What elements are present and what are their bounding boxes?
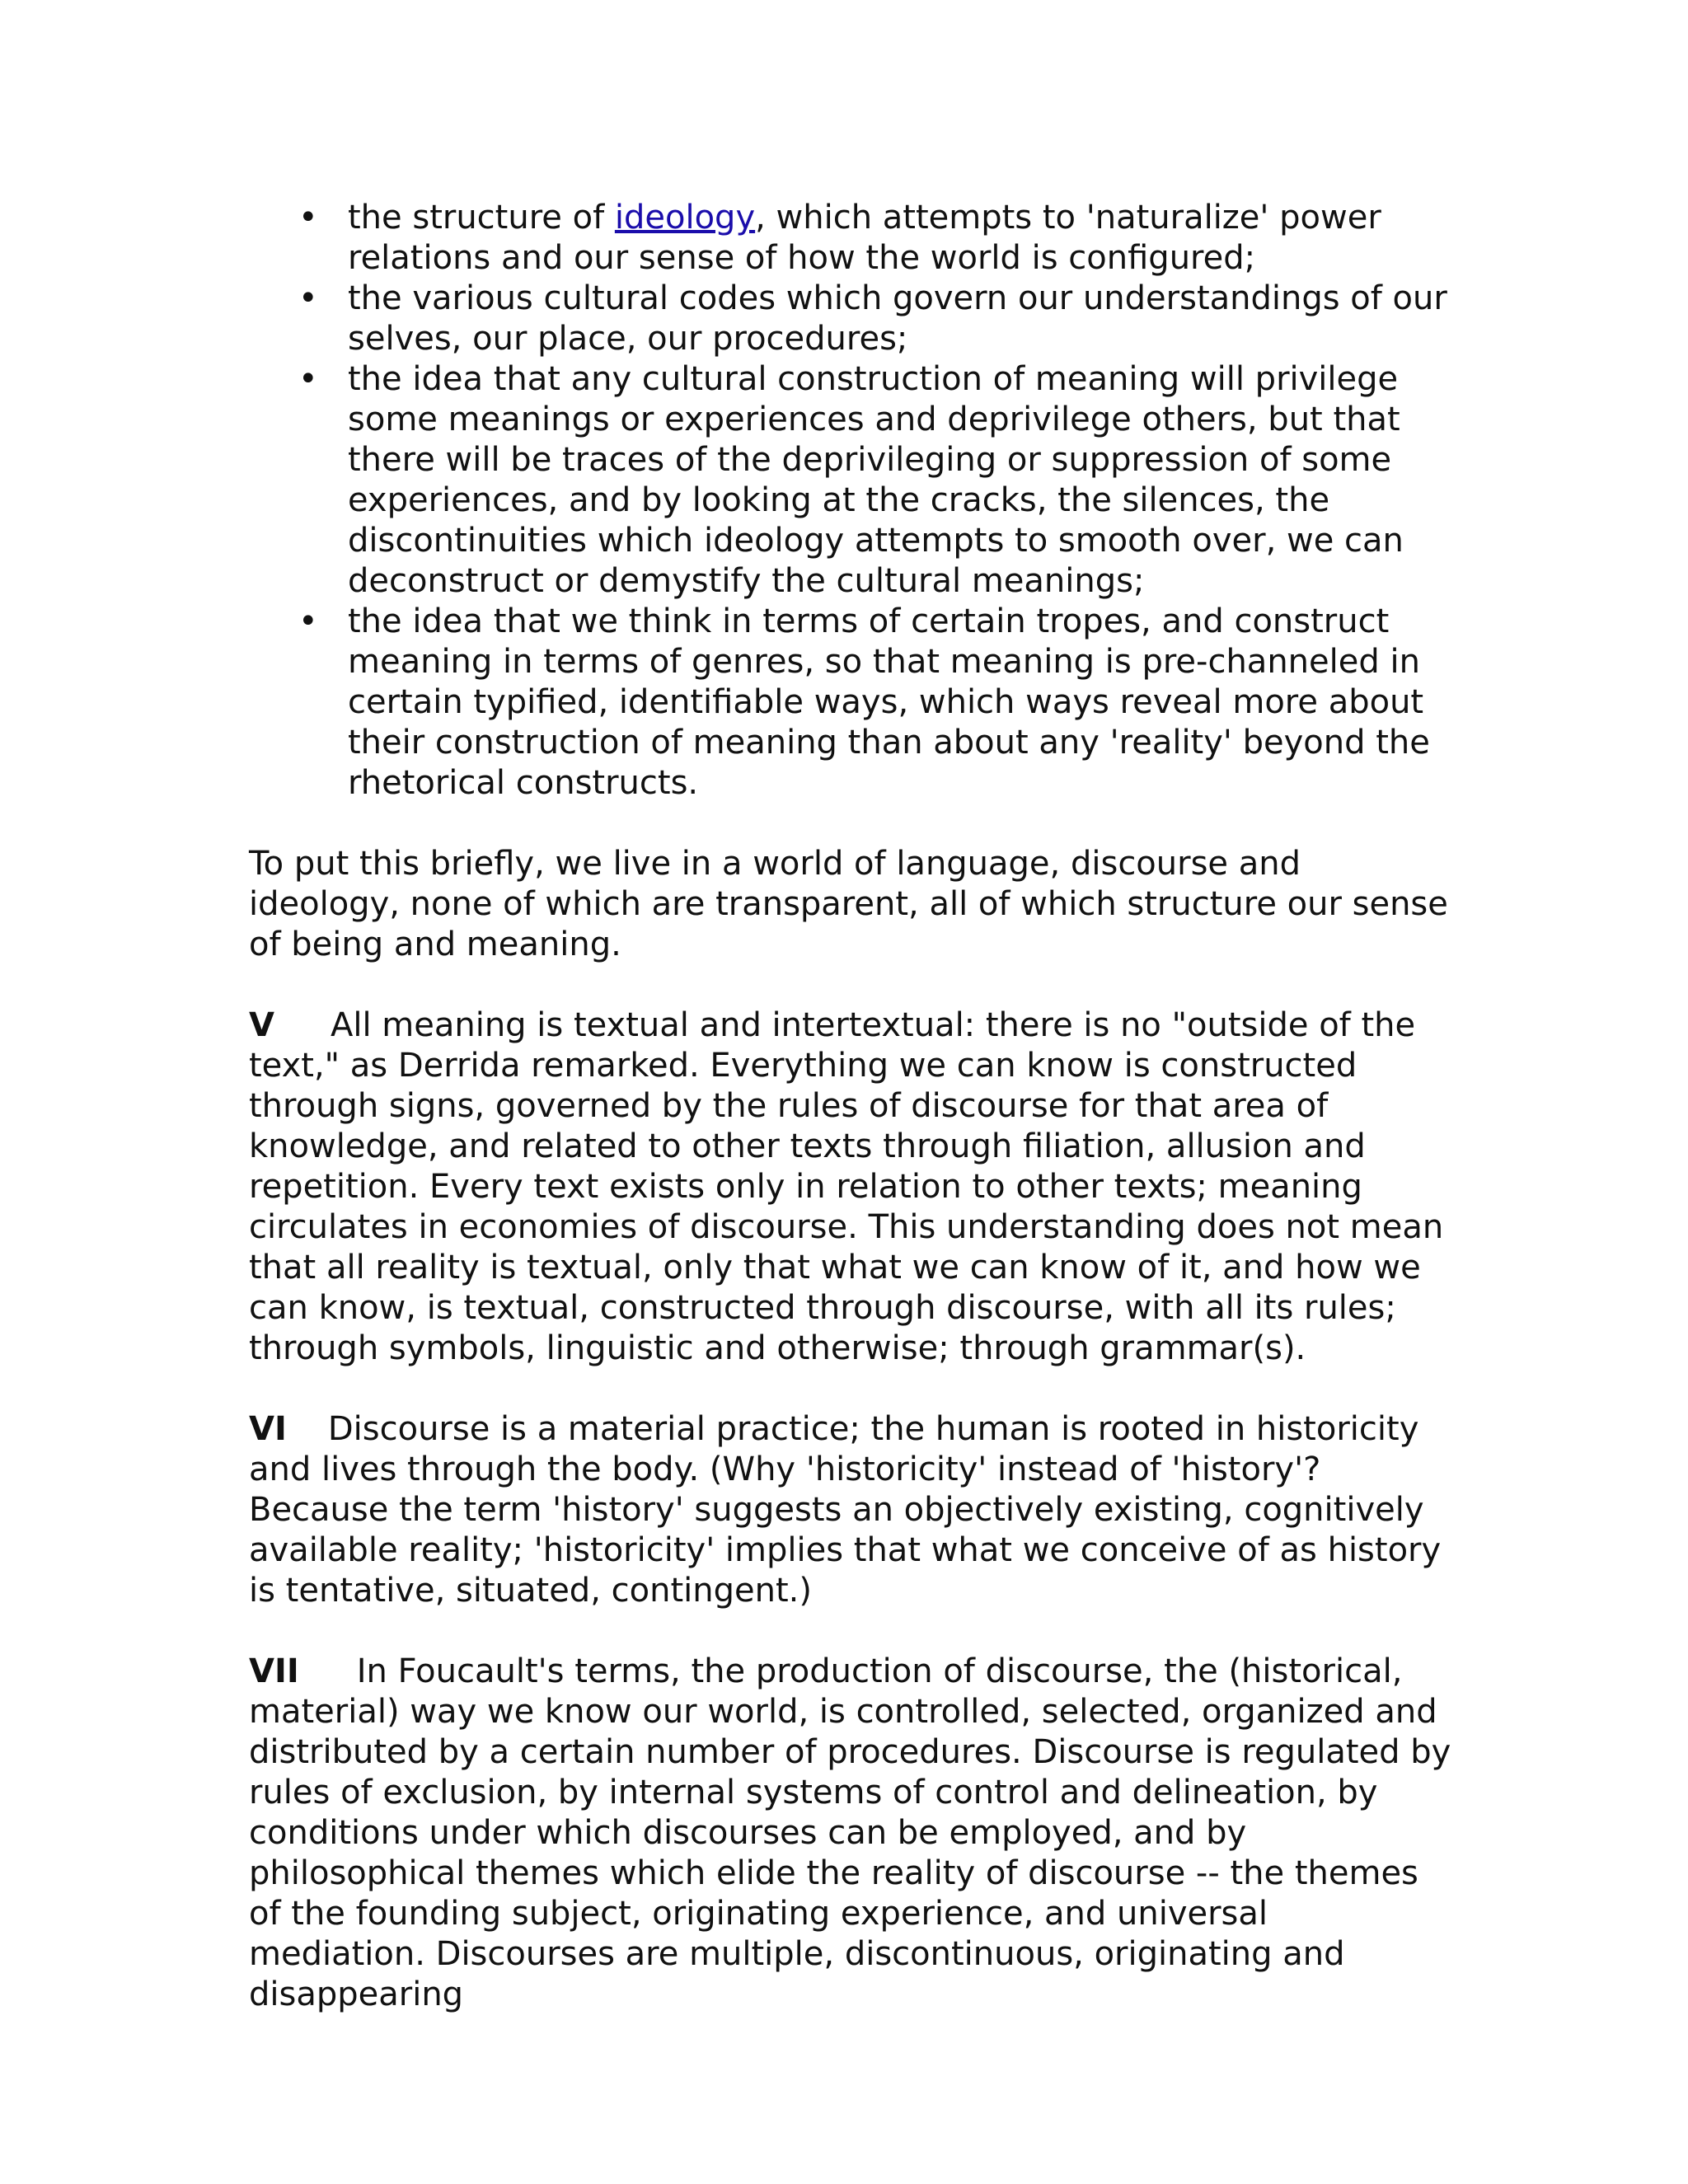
bullet-icon: •	[298, 602, 318, 640]
summary-paragraph: To put this briefly, we live in a world of language, discourse and ideology, none of which are transparent, all of which structure our sense of being and meaning.	[249, 845, 1448, 963]
list-item	[249, 359, 1452, 602]
list-item-text: the various cultural codes which govern our understandings of our selves, our place, our procedures;	[348, 279, 1447, 358]
section-number: VI	[249, 1410, 287, 1448]
section-text: Discourse is a material practice; the human is rooted in historicity and lives through the body. (Why 'historicity' instead of 'history'? Because the term 'history' suggests an objectively existing, cognitively available reality; 'historicity' implies that what we conceive of as history is tentative, situated, contingent.)	[249, 1410, 1442, 1610]
list-item-text-after: , which attempts to 'naturalize' power relations and our sense of how the world is configured;	[348, 199, 1381, 277]
list-item-text: the idea that any cultural construction of meaning will privilege some meanings or experiences and deprivilege others, but that there will be traces of the deprivileging or suppression of some experiences, and by looking at the cracks, the silences, the discontinuities which ideology attempts to smooth over, we can deconstruct or demystify the cultural meanings;	[348, 360, 1404, 600]
list-item	[249, 602, 1452, 804]
list-item-text-before: the structure of	[348, 199, 615, 237]
section-v	[249, 1005, 1452, 1369]
list-item	[249, 279, 1452, 359]
ideology-link[interactable]: ideology	[614, 199, 756, 237]
bullet-icon: •	[298, 360, 318, 398]
bullet-icon: •	[298, 199, 318, 237]
section-text: All meaning is textual and intertextual: there is no "outside of the text," as Derrida remarked. Everything we can know is constructed through signs, governed by the rules of discourse for that area of knowledge, and related to other texts through filiation, allusion and repetition. Every text exists only in relation to other texts; meaning circulates in economies of discourse. This understanding does not mean that all reality is textual, only that what we can know of it, and how we can know, is textual, constructed through discourse, with all its rules; through symbols, linguistic and otherwise; through grammar(s).	[249, 1006, 1444, 1367]
list-item-text: the idea that we think in terms of certain tropes, and construct meaning in terms of genres, so that meaning is pre-channeled in certain typified, identifiable ways, which ways reveal more about their construction of meaning than about any 'reality' beyond the rhetorical constructs.	[348, 602, 1430, 802]
section-vi	[249, 1409, 1452, 1611]
section-number: VII	[249, 1652, 299, 1690]
bullet-list	[249, 198, 1452, 804]
section-number: V	[249, 1006, 274, 1044]
section-vii	[249, 1652, 1452, 2015]
document-page	[249, 198, 1452, 2015]
section-text: In Foucault's terms, the production of discourse, the (historical, material) way we know our world, is controlled, selected, organized and distributed by a certain number of procedures. Discourse is regulated by rules of exclusion, by internal systems of control and delineation, by conditions under which discourses can be employed, and by philosophical themes which elide the reality of discourse -- the themes of the founding subject, originating experience, and universal mediation. Discourses are multiple, discontinuous, originating and disappearing	[249, 1652, 1451, 2013]
list-item	[249, 198, 1452, 279]
bullet-icon: •	[298, 279, 318, 317]
